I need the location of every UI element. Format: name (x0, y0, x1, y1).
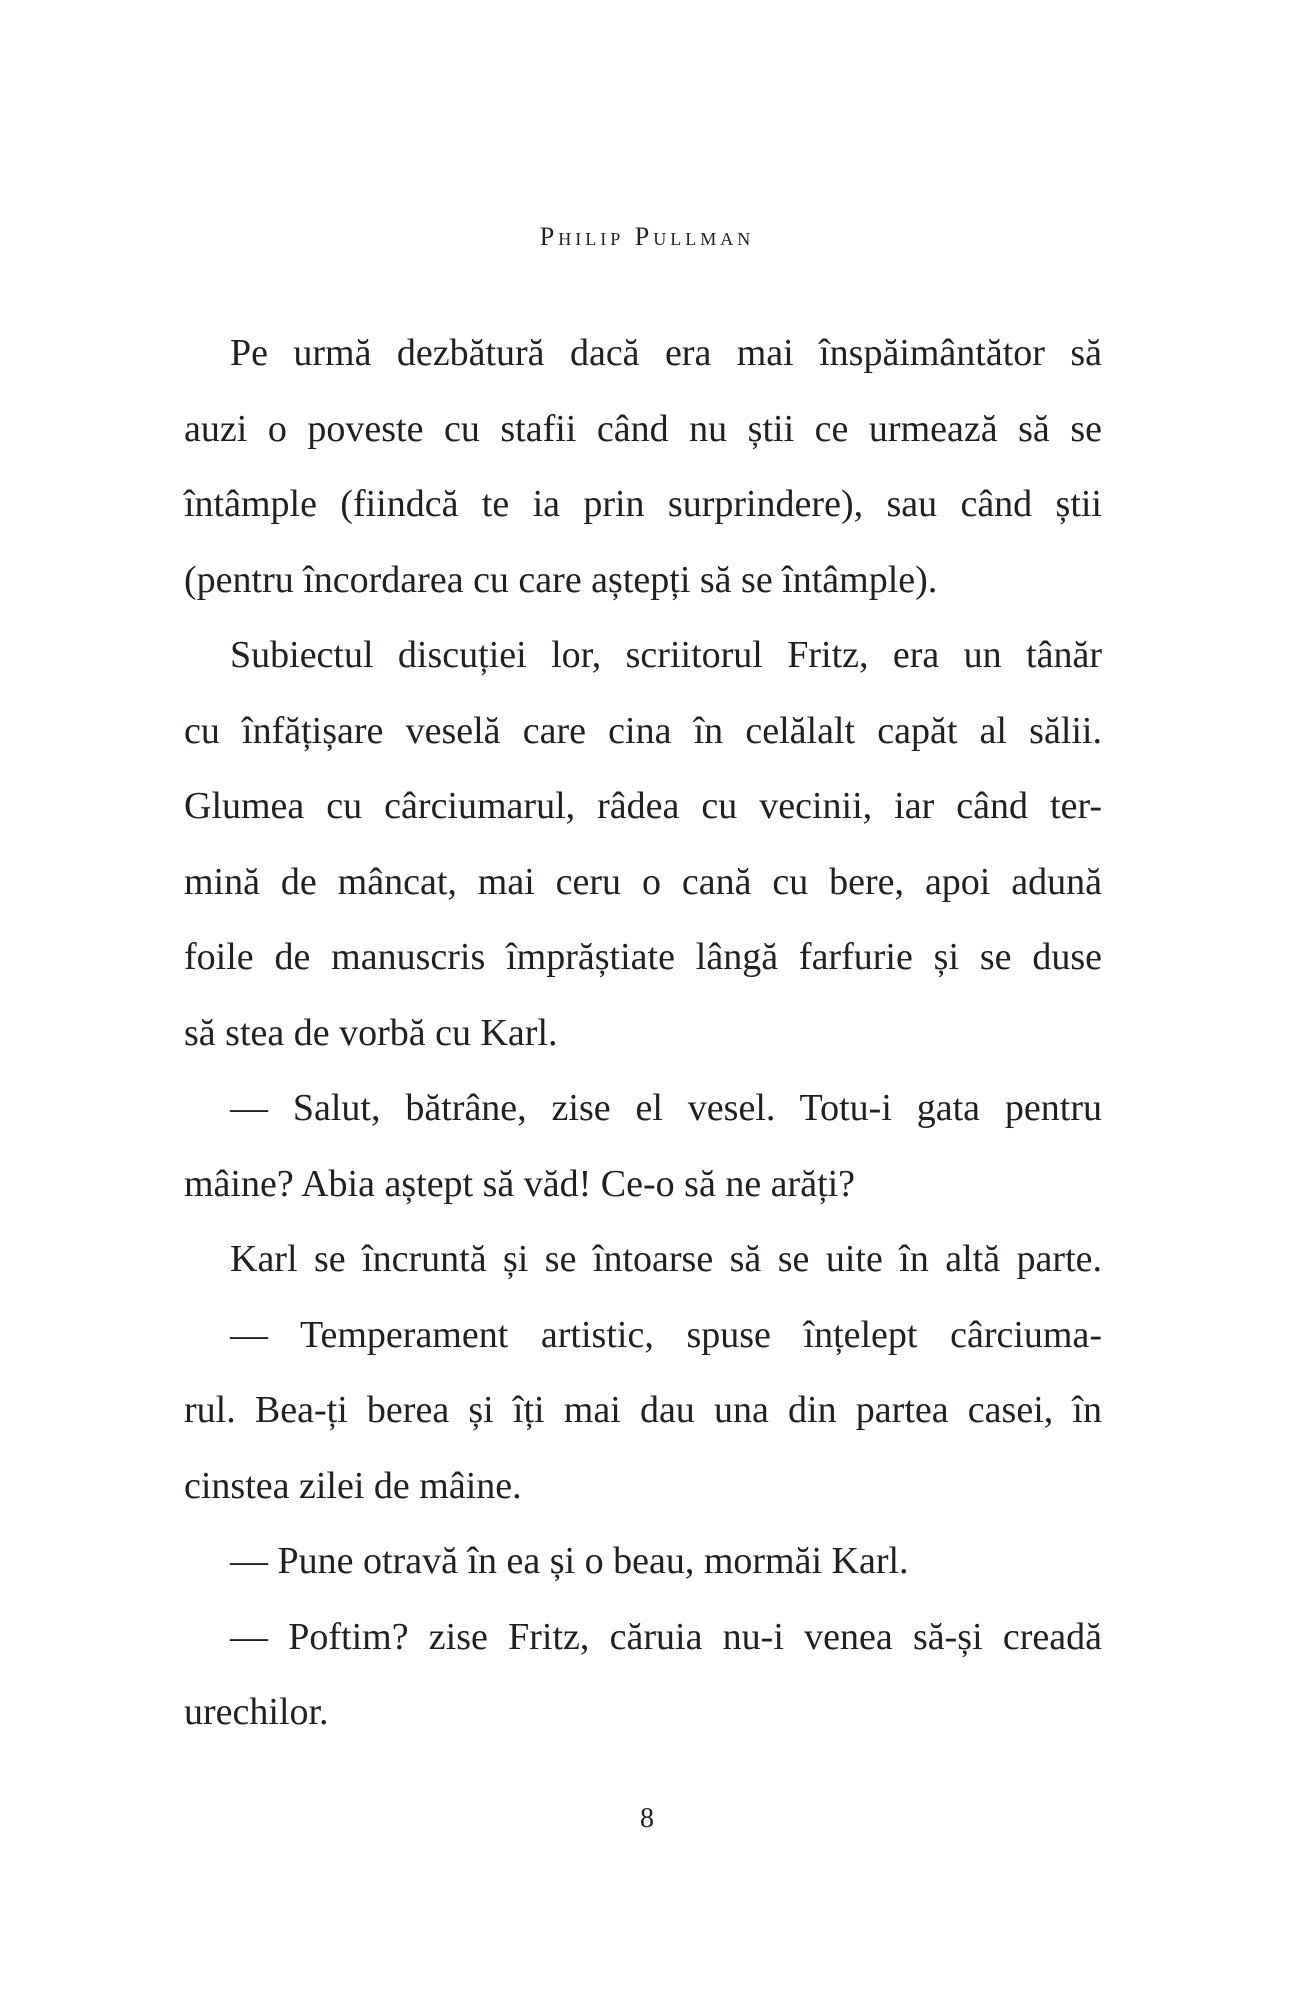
text-line: Karl se încruntă și se întoarse să se uite în altă parte. (230, 1238, 1102, 1280)
text-line: să stea de vorbă cu Karl. (184, 1011, 558, 1054)
text-line: — Temperament artistic, spuse înțelept cârciuma- (230, 1313, 1102, 1356)
text-line: mină de mâncat, mai ceru o cană cu bere, apoi adună (184, 860, 1102, 903)
text-line: Subiectul discuției lor, scriitorul Fritz, era un tânăr (230, 634, 1102, 676)
text-line: întâmple (fiindcă te ia prin surprindere), sau când știi (184, 483, 1102, 525)
running-head-author: Philip Pullman (539, 222, 755, 251)
text-line: (pentru încordarea cu care aștepți să se întâmple). (184, 558, 938, 601)
text-line: rul. Bea-ți berea și îți mai dau una din partea casei, în (184, 1389, 1102, 1431)
text-line: urechilor. (184, 1691, 329, 1733)
text-line: auzi o poveste cu stafii când nu știi ce urmează să se (184, 407, 1102, 450)
text-line: foile de manuscris împrăștiate lângă farfurie și se duse (184, 936, 1102, 978)
text-line: — Pune otravă în ea și o beau, mormăi Karl. (230, 1540, 909, 1582)
text-line: cu înfățișare veselă care cina în celălalt capăt al sălii. (184, 709, 1102, 752)
text-line: Pe urmă dezbătură dacă era mai înspăimântător să (230, 332, 1102, 374)
text-line: mâine? Abia aștept să văd! Ce-o să ne arăți? (184, 1162, 856, 1205)
body-text (184, 316, 1102, 1751)
text-line: Glumea cu cârciumarul, râdea cu vecinii, iar când ter- (184, 785, 1102, 827)
page-number: 8 (640, 1803, 654, 1834)
text-line: cinstea zilei de mâine. (184, 1464, 522, 1507)
text-line: — Salut, bătrâne, zise el vesel. Totu-i gata pentru (230, 1087, 1102, 1129)
text-line: — Poftim? zise Fritz, căruia nu-i venea să-și creadă (230, 1615, 1102, 1658)
